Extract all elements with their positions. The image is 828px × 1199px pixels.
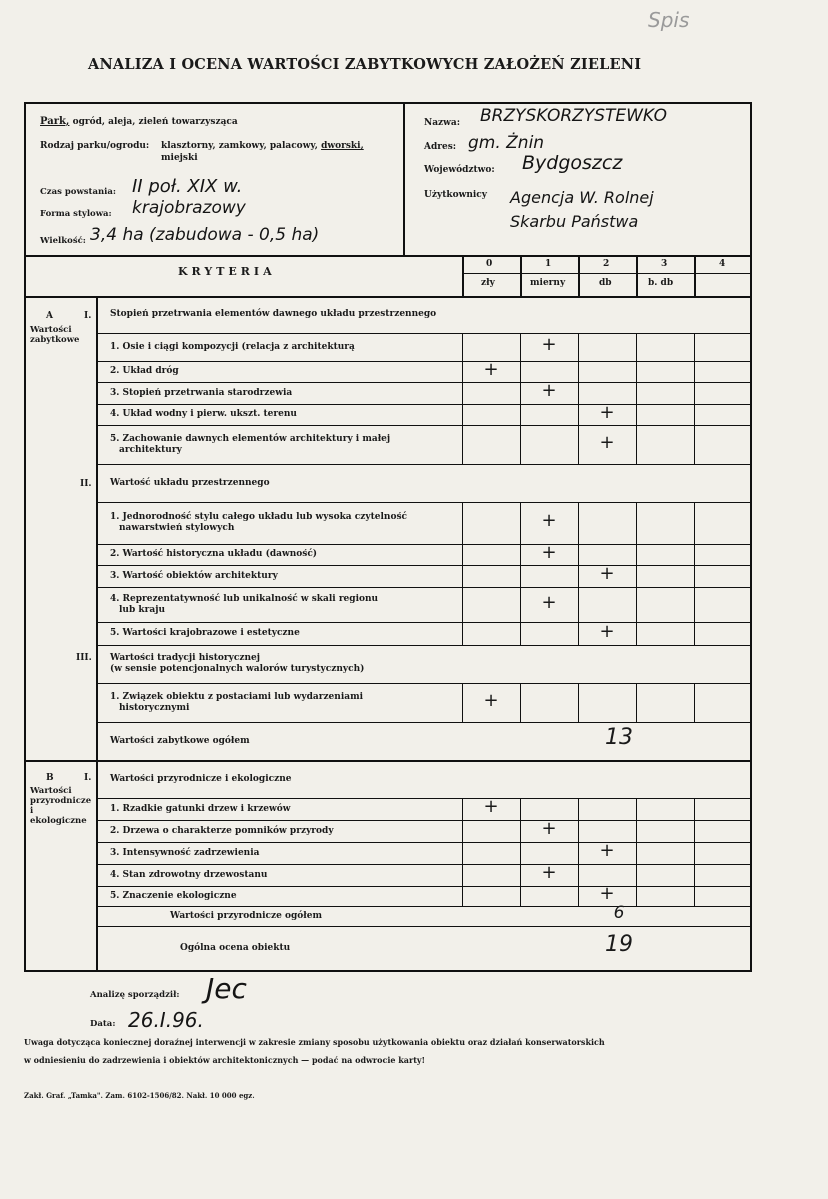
row-divider — [96, 645, 752, 646]
park-type-rest: ogród, aleja, zieleń towarzysząca — [72, 117, 238, 127]
row-divider — [96, 906, 752, 907]
col-divider — [694, 798, 695, 820]
col-divider — [520, 565, 521, 587]
col-divider — [462, 404, 463, 425]
kind-options-selected: dworski, — [321, 141, 364, 151]
criterion-label: 5. Wartości krajobrazowe i estetyczne — [110, 628, 300, 638]
kind-options-line2: miejski — [161, 153, 198, 163]
row-divider — [96, 886, 752, 887]
note-line-1: Uwaga dotycząca koniecznej doraźnej interwencji w zakresie zmiany sposobu użytkowania obiektu oraz działań konserwatorskich — [24, 1037, 605, 1047]
score-mark: + — [599, 620, 615, 642]
col-divider — [694, 425, 695, 464]
row-divider — [96, 464, 752, 465]
col-divider — [520, 886, 521, 906]
section-a-letter: A — [46, 311, 53, 321]
row-divider — [96, 760, 752, 761]
col-divider — [462, 886, 463, 906]
row-divider — [96, 722, 752, 723]
score-mark: + — [599, 563, 615, 584]
criterion-label: Wartości tradycji historycznej — [110, 653, 260, 663]
col-divider — [578, 361, 579, 382]
section-b-title: Wartości przyrodnicze i ekologiczne — [30, 786, 92, 826]
col-divider — [636, 820, 637, 842]
total-score: 19 — [605, 932, 633, 957]
col-divider — [694, 842, 695, 864]
style-label: Forma stylowa: — [40, 209, 112, 219]
size-value: 3,4 ha (zabudowa - 0,5 ha) — [90, 225, 320, 245]
col-divider — [462, 864, 463, 886]
scale-1-num: 1 — [545, 259, 552, 269]
col-divider — [578, 587, 579, 622]
col-divider — [520, 361, 521, 382]
col-divider — [694, 886, 695, 906]
col-divider — [694, 622, 695, 645]
row-divider — [96, 361, 752, 362]
scale-3-num: 3 — [661, 259, 668, 269]
criterion-label: lub kraju — [119, 604, 165, 615]
scale-4-num: 4 — [719, 259, 726, 269]
section-a-roman-2: II. — [80, 479, 92, 489]
row-divider — [96, 425, 752, 426]
col-divider — [694, 333, 695, 361]
row-divider — [96, 926, 752, 927]
prepared-signature: Jec — [206, 972, 247, 1005]
section-a-title: Wartości zabytkowe — [30, 325, 80, 345]
row-divider — [96, 333, 752, 334]
criterion-label: 5. Znaczenie ekologiczne — [110, 890, 237, 901]
score-mark: + — [541, 541, 557, 563]
name-label: Nazwa: — [424, 118, 461, 128]
col-divider — [578, 820, 579, 842]
row-divider — [96, 864, 752, 865]
criterion-label: Wartości przyrodnicze i ekologiczne — [110, 773, 292, 784]
col-divider — [462, 622, 463, 645]
users-value-line1: Agencja W. Rolnej — [510, 188, 654, 207]
col-divider — [694, 404, 695, 425]
section-a-roman-1: I. — [84, 311, 92, 321]
col-divider — [520, 404, 521, 425]
score-mark: + — [541, 818, 557, 839]
col-divider — [520, 683, 521, 722]
row-divider — [96, 404, 752, 405]
col-divider — [636, 502, 637, 544]
col-divider — [636, 798, 637, 820]
score-mark: + — [599, 883, 615, 904]
col-divider — [636, 842, 637, 864]
kind-label: Rodzaj parku/ogrodu: — [40, 141, 150, 151]
section-b-roman-1: I. — [84, 773, 92, 783]
row-divider — [96, 970, 752, 971]
scale-2-label: db — [599, 278, 612, 288]
criterion-label: 2. Drzewa o charakterze pomników przyrody — [110, 825, 334, 836]
note-line-2: w odniesieniu do zadrzewienia i obiektów architektonicznych — podać na odwrocie karty! — [24, 1055, 426, 1065]
address-value: gm. Żnin — [468, 133, 545, 153]
criterion-label: 1. Związek obiektu z postaciami lub wydarzeniami — [110, 691, 364, 702]
users-label: Użytkownicy — [424, 190, 488, 200]
criterion-label: 1. Osie i ciągi kompozycji (relacja z architekturą — [110, 341, 355, 352]
page-title: ANALIZA I OCENA WARTOŚCI ZABYTKOWYCH ZAŁOŻEŃ ZIELENI — [88, 56, 642, 73]
col-divider — [578, 683, 579, 722]
col-divider — [462, 544, 463, 565]
col-divider — [636, 622, 637, 645]
prepared-label: Analizę sporządził: — [90, 990, 180, 1000]
col-divider — [636, 382, 637, 404]
row-divider — [96, 565, 752, 566]
name-value: BRZYSKORZYSTEWKO — [480, 106, 668, 126]
score-mark: + — [541, 334, 557, 355]
total-score: 13 — [605, 725, 633, 750]
col-divider — [694, 361, 695, 382]
col-divider — [694, 382, 695, 404]
size-label: Wielkość: — [40, 236, 86, 246]
criterion-label: 5. Zachowanie dawnych elementów architektury i małej — [110, 433, 391, 444]
date-label: Data: — [90, 1019, 116, 1029]
col-divider — [694, 864, 695, 886]
score-mark: + — [483, 796, 499, 817]
score-mark: + — [599, 840, 615, 861]
col-divider — [636, 361, 637, 382]
col-divider — [520, 425, 521, 464]
printer-info: Zakł. Graf. „Tamka". Zam. 6102-1506/82. Nakł. 10 000 egz. — [24, 1091, 255, 1100]
row-divider — [96, 683, 752, 684]
scale-3-label: b. db — [648, 278, 674, 288]
col-divider — [636, 404, 637, 425]
row-divider — [96, 502, 752, 503]
date-value: 26.I.96. — [128, 1008, 204, 1032]
total-score: 6 — [613, 903, 625, 923]
col-divider — [694, 502, 695, 544]
scale-0-label: zły — [481, 278, 495, 288]
col-divider — [694, 544, 695, 565]
created-label: Czas powstania: — [40, 187, 117, 197]
section-a-roman-3: III. — [76, 653, 92, 663]
park-type-selected: Park, — [40, 116, 70, 127]
col-divider — [578, 798, 579, 820]
col-divider — [636, 544, 637, 565]
criterion-label: historycznymi — [119, 702, 190, 713]
col-divider — [520, 798, 521, 820]
scale-2-num: 2 — [603, 259, 610, 269]
criterion-label: 3. Stopień przetrwania starodrzewia — [110, 387, 293, 398]
col-divider — [636, 587, 637, 622]
col-divider — [462, 842, 463, 864]
row-divider — [96, 587, 752, 588]
row-divider — [96, 820, 752, 821]
col-divider — [462, 382, 463, 404]
criterion-label: Wartość układu przestrzennego — [110, 477, 270, 488]
col-divider — [636, 425, 637, 464]
criteria-header: KRYTERIA — [178, 265, 276, 278]
criterion-label: 4. Stan zdrowotny drzewostanu — [110, 869, 268, 880]
col-divider — [694, 565, 695, 587]
criterion-label: 3. Wartość obiektów architektury — [110, 570, 278, 581]
criterion-label: 4. Układ wodny i pierw. ukszt. terenu — [110, 409, 297, 419]
col-divider — [578, 544, 579, 565]
voivodeship-label: Województwo: — [424, 165, 495, 175]
style-value: krajobrazowy — [132, 198, 246, 218]
section-b-letter: B — [46, 773, 54, 783]
score-mark: + — [541, 862, 557, 883]
col-divider — [636, 864, 637, 886]
col-divider — [462, 502, 463, 544]
row-divider — [96, 382, 752, 383]
col-divider — [694, 587, 695, 622]
score-mark: + — [541, 510, 557, 531]
col-divider — [462, 425, 463, 464]
col-divider — [578, 502, 579, 544]
row-divider — [96, 622, 752, 623]
kind-options — [161, 141, 364, 151]
scale-1-label: mierny — [530, 278, 566, 288]
criterion-label: 2. Wartość historyczna układu (dawność) — [110, 549, 318, 559]
voivodeship-value: Bydgoszcz — [522, 152, 623, 174]
score-mark: + — [599, 431, 615, 453]
criterion-label: 3. Intensywność zadrzewienia — [110, 847, 260, 858]
col-divider — [462, 820, 463, 842]
score-mark: + — [541, 591, 557, 613]
col-divider — [694, 820, 695, 842]
score-mark: + — [599, 401, 615, 423]
scale-0-num: 0 — [486, 259, 493, 269]
criterion-label: 2. Układ dróg — [110, 366, 179, 376]
col-divider — [520, 842, 521, 864]
criterion-label: Wartości przyrodnicze ogółem — [170, 910, 322, 921]
col-divider — [636, 333, 637, 361]
col-divider — [578, 333, 579, 361]
col-divider — [462, 587, 463, 622]
kind-options-a: klasztorny, zamkowy, palacowy, — [161, 141, 318, 151]
row-divider — [96, 842, 752, 843]
users-value-line2: Skarbu Państwa — [510, 212, 639, 231]
col-divider — [636, 565, 637, 587]
row-divider — [96, 798, 752, 799]
criterion-label: 1. Jednorodność stylu całego układu lub wysoka czytelność — [110, 512, 407, 522]
address-label: Adres: — [424, 142, 457, 152]
score-mark: + — [483, 358, 499, 380]
criterion-label: 4. Reprezentatywność lub unikalność w skali regionu — [110, 593, 379, 604]
col-divider — [636, 683, 637, 722]
col-divider — [520, 622, 521, 645]
score-mark: + — [541, 380, 557, 401]
criterion-label: (w sensie potencjonalnych walorów turystycznych) — [110, 664, 365, 674]
park-type-line — [40, 116, 238, 127]
score-mark: + — [483, 689, 499, 711]
col-divider — [462, 565, 463, 587]
criterion-label: Ogólna ocena obiektu — [180, 942, 291, 953]
criterion-label: architektury — [119, 444, 182, 455]
col-divider — [694, 683, 695, 722]
row-divider — [96, 544, 752, 545]
criterion-label: Stopień przetrwania elementów dawnego układu przestrzennego — [110, 309, 437, 319]
col-divider — [462, 333, 463, 361]
created-value: II poł. XIX w. — [132, 176, 243, 197]
criterion-label: Wartości zabytkowe ogółem — [110, 735, 250, 746]
corner-note: Spis — [648, 8, 690, 32]
criterion-label: 1. Rzadkie gatunki drzew i krzewów — [110, 803, 291, 814]
criterion-label: nawarstwień stylowych — [119, 523, 235, 533]
